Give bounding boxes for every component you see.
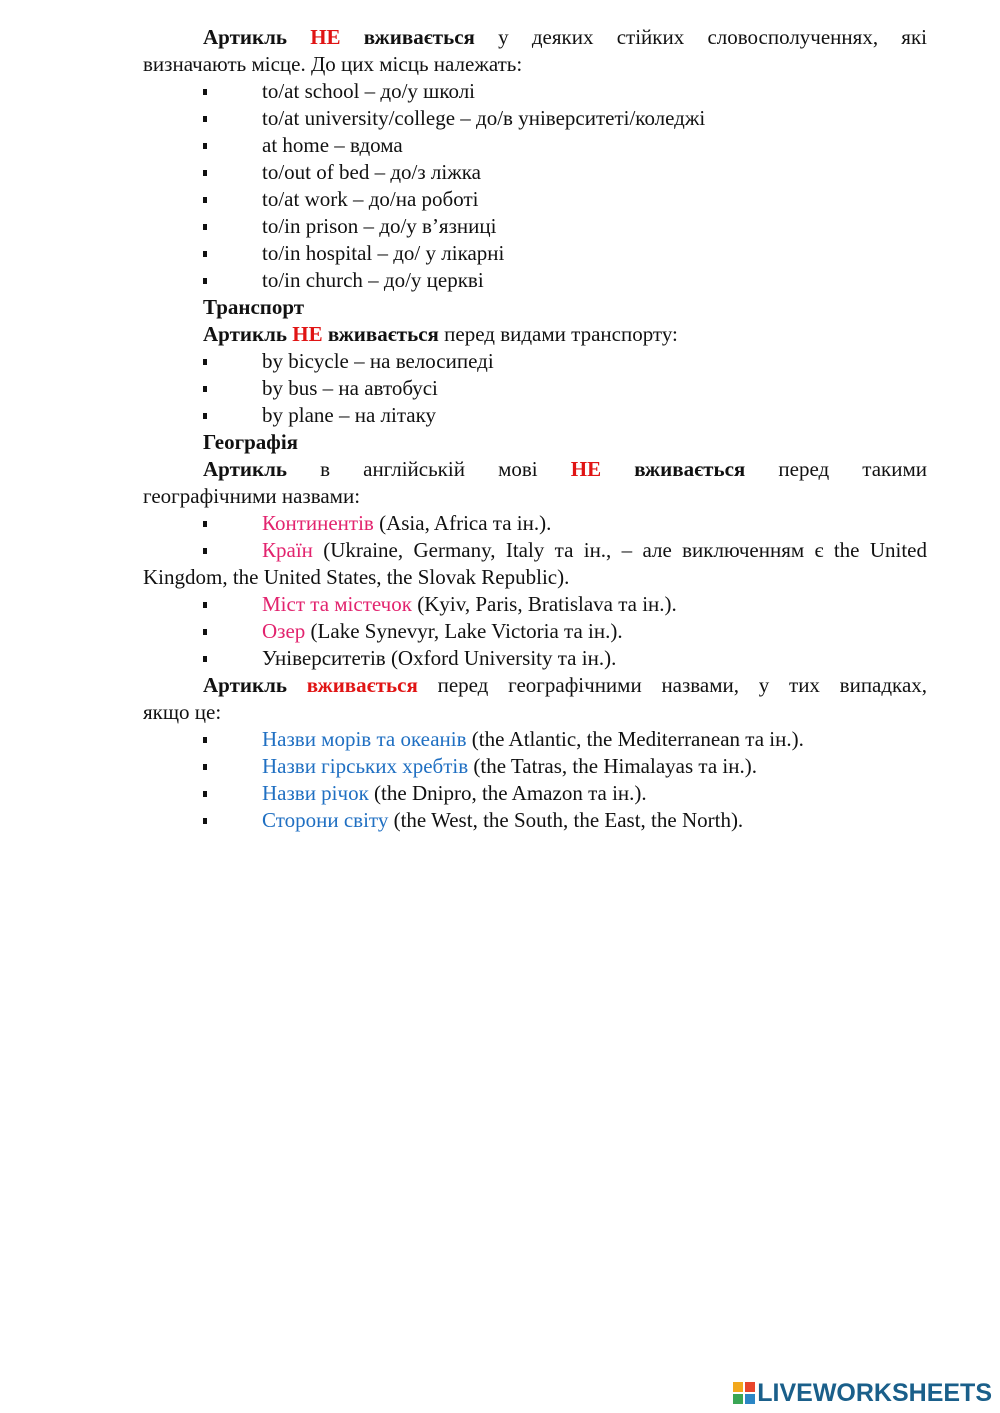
liveworksheets-logo-icon: [733, 1382, 755, 1404]
with-article-intro-line-2: якщо це:: [143, 700, 222, 724]
list-item: to/in prison – до/у в’язниці: [143, 213, 927, 240]
list-item: Континентів (Asia, Africa та ін.).: [143, 510, 927, 537]
list-item: Назви гірських хребтів (the Tatras, the Himalayas та ін.).: [143, 753, 927, 780]
list-item: Сторони світу (the West, the South, the East, the North).: [143, 807, 927, 834]
bullet-icon: [203, 224, 207, 230]
no-article-list: [143, 510, 927, 672]
list-item: Країн (Ukraine, Germany, Italy та ін., – але виключенням є the United Kingdom, the United States, the Slovak Republic).: [143, 538, 928, 589]
list-item: by bicycle – на велосипеді: [143, 348, 927, 375]
list-item: by bus – на автобусі: [143, 375, 927, 402]
list-item: to/in hospital – до/ у лікарні: [143, 240, 927, 267]
bullet-icon: [203, 359, 207, 365]
bullet-icon: [203, 629, 207, 635]
bullet-icon: [203, 143, 207, 149]
bullet-icon: [203, 278, 207, 284]
document-page: [143, 24, 927, 834]
transport-heading: Транспорт: [203, 295, 305, 319]
list-item: to/at school – до/у школі: [143, 78, 927, 105]
list-item: to/in church – до/у церкві: [143, 267, 927, 294]
bullet-icon: [203, 656, 207, 662]
bullet-icon: [203, 602, 207, 608]
list-item: Назви річок (the Dnipro, the Amazon та ін.).: [143, 780, 927, 807]
intro-line-2: визначають місце. До цих місць належать:: [143, 52, 523, 76]
bullet-icon: [203, 548, 207, 554]
intro-line-1: Артикль НЕ вживається у деяких стійких словосполученнях, які: [203, 25, 927, 49]
list-item: to/out of bed – до/з ліжка: [143, 159, 927, 186]
bullet-icon: [203, 170, 207, 176]
list-item: Університетів (Oxford University та ін.).: [143, 645, 927, 672]
with-article-intro-line-1: Артикль вживається перед географічними назвами, у тих випадках,: [203, 673, 928, 697]
bullet-icon: [203, 818, 207, 824]
list-item: at home – вдома: [143, 132, 927, 159]
list-item: to/at work – до/на роботі: [143, 186, 927, 213]
bullet-icon: [203, 386, 207, 392]
logo-text: LIVEWORKSHEETS: [757, 1378, 992, 1407]
list-item: Міст та містечок (Kyiv, Paris, Bratislava та ін.).: [143, 591, 927, 618]
geography-heading: Географія: [203, 430, 299, 454]
bullet-icon: [203, 521, 207, 527]
geography-intro-line-1: Артикль в англійській мові НЕ вживається перед такими: [203, 457, 928, 481]
bullet-icon: [203, 737, 207, 743]
list-item: to/at university/college – до/в університеті/коледжі: [143, 105, 927, 132]
with-article-list: [143, 726, 927, 834]
list-item: by plane – на літаку: [143, 402, 927, 429]
places-list: [143, 78, 927, 294]
geography-intro-line-2: географічними назвами:: [143, 484, 361, 508]
liveworksheets-logo[interactable]: [733, 1379, 992, 1407]
transport-list: [143, 348, 927, 429]
bullet-icon: [203, 251, 207, 257]
bullet-icon: [203, 413, 207, 419]
bullet-icon: [203, 197, 207, 203]
bullet-icon: [203, 89, 207, 95]
list-item: Назви морів та океанів (the Atlantic, the Mediterranean та ін.).: [143, 726, 927, 753]
bullet-icon: [203, 764, 207, 770]
bullet-icon: [203, 791, 207, 797]
transport-intro: Артикль НЕ вживається перед видами транспорту:: [203, 322, 678, 346]
list-item: Озер (Lake Synevyr, Lake Victoria та ін.).: [143, 618, 927, 645]
bullet-icon: [203, 116, 207, 122]
